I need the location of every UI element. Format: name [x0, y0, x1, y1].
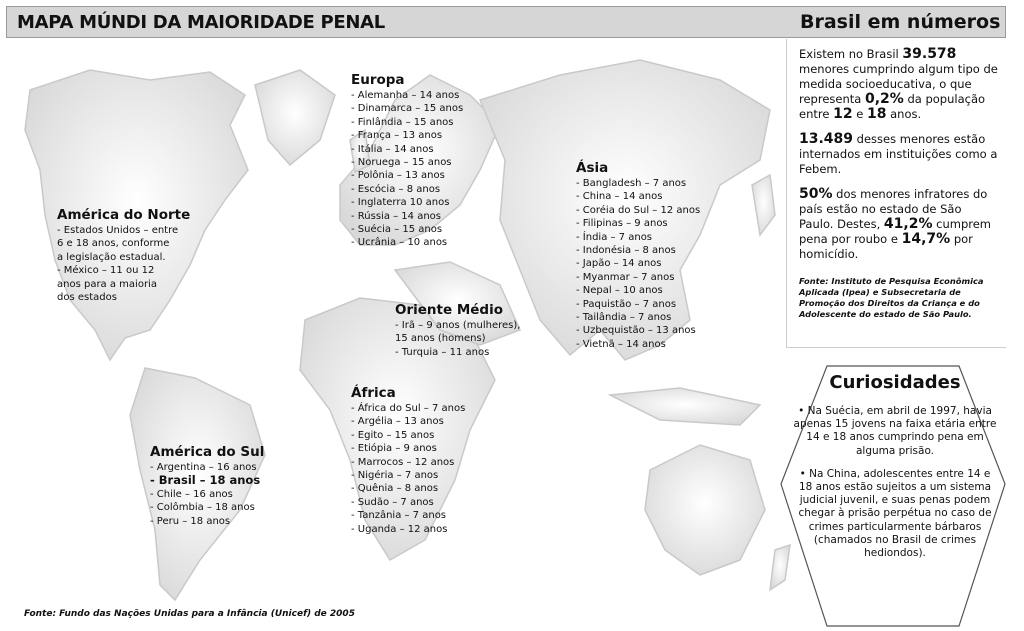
stats-paragraph-2: [799, 132, 998, 177]
list-item: - Marrocos – 12 anos: [351, 456, 455, 468]
list-item: - Vietnã – 14 anos: [576, 338, 666, 350]
stats-paragraph-3: [799, 187, 998, 262]
region-line: anos para a maioria: [57, 278, 157, 290]
curiosities-list: [789, 405, 1001, 570]
region-title: América do Sul: [150, 444, 265, 460]
list-item: - Argentina – 16 anos: [150, 462, 257, 473]
stats-number: 0,2%: [864, 91, 904, 107]
stats-paragraph-1: [799, 47, 998, 122]
region-south-america: [150, 444, 264, 528]
list-item: - Bangladesh – 7 anos: [576, 178, 687, 189]
footer-source: Fonte: Fundo das Nações Unidas para a Infância (Unicef) de 2005: [24, 609, 355, 619]
list-item: - Coréia do Sul – 12 anos: [576, 204, 701, 216]
region-north-america: [57, 207, 190, 304]
list-item: - Ucrânia – 10 anos: [351, 237, 448, 249]
region-title: Oriente Médio: [395, 302, 503, 318]
side-title: Brasil em números: [800, 11, 1001, 33]
curiosities-title: Curiosidades: [829, 372, 961, 393]
region-line: - Estados Unidos – entre: [57, 225, 179, 236]
australia-landmass: [645, 445, 765, 575]
list-item: - Egito – 15 anos: [351, 429, 435, 441]
list-item: - Suécia – 15 anos: [351, 224, 443, 236]
region-middle-east: [395, 302, 520, 359]
stats-text: dos menores infratores do país estão no estado de São Paulo. Destes,: [799, 187, 988, 231]
stats-number: 41,2%: [883, 216, 933, 232]
list-item: - Etiópia – 9 anos: [351, 443, 437, 455]
stats-text: anos.: [886, 107, 922, 121]
list-item: - Uganda – 12 anos: [351, 523, 448, 535]
stats-text: Existem no Brasil: [799, 47, 903, 61]
list-item: - África do Sul – 7 anos: [351, 403, 466, 414]
stats-panel: [786, 39, 1006, 348]
region-africa: [351, 385, 465, 536]
list-item: - Índia – 7 anos: [576, 231, 653, 243]
title-bar: [6, 6, 1006, 38]
list-item: - França – 13 anos: [351, 130, 443, 142]
region-asia: [576, 160, 700, 351]
region-europe: [351, 72, 463, 250]
region-title: África: [351, 385, 396, 401]
list-item: - Sudão – 7 anos: [351, 496, 434, 508]
greenland-landmass: [255, 70, 335, 165]
list-item: - Tailândia – 7 anos: [576, 312, 672, 324]
list-item: - China – 14 anos: [576, 191, 663, 203]
region-title: Ásia: [576, 160, 609, 176]
list-item: - Quênia – 8 anos: [351, 483, 439, 495]
stats-text: desses menores estão internados em instituições como a Febem.: [799, 132, 998, 176]
list-item: - Rússia – 14 anos: [351, 210, 442, 222]
list-item: - Chile – 16 anos: [150, 488, 233, 500]
japan-landmass: [752, 175, 775, 235]
list-item: - Uzbequistão – 13 anos: [576, 325, 696, 337]
list-item: - Escócia – 8 anos: [351, 183, 441, 195]
stats-number: 50%: [799, 186, 833, 202]
region-title: Europa: [351, 72, 405, 88]
region-line: dos estados: [57, 292, 117, 304]
region-line: 6 e 18 anos, conforme: [57, 238, 170, 250]
stats-number: 18: [866, 106, 887, 122]
list-item: - Tanzânia – 7 anos: [351, 510, 447, 522]
stats-number: 12: [833, 106, 853, 122]
list-item: - Itália – 14 anos: [351, 143, 434, 155]
list-item: - Indonésia – 8 anos: [576, 245, 676, 257]
list-item: - Dinamarca – 15 anos: [351, 103, 464, 115]
list-item: - Noruega – 15 anos: [351, 157, 452, 169]
indonesia-landmass: [610, 388, 760, 425]
stats-source: Fonte: Instituto de Pesquisa Econômica Aplicada (Ipea) e Subsecretaria de Promoção dos Direitos da Criança e do Adolescente do estado de São Paulo.: [799, 276, 984, 319]
curiosity-item: • Na China, adolescentes entre 14 e 18 anos estão sujeitos a um sistema judicial juvenil, e suas penas podem chegar à prisão perpétua no caso de crimes particularmente bárbaros (chamados no Brasil de crimes hediondos).: [798, 467, 992, 560]
list-item: - Nepal – 10 anos: [576, 285, 663, 297]
stats-number: 14,7%: [901, 231, 951, 247]
region-title: América do Norte: [57, 207, 191, 223]
stats-number: 13.489: [799, 131, 854, 147]
region-line: - Irã – 9 anos (mulheres),: [395, 320, 521, 331]
list-item: - Brasil – 18 anos: [150, 473, 261, 488]
region-line: 15 anos (homens): [395, 333, 486, 345]
list-item: - Argélia – 13 anos: [351, 416, 444, 428]
stats-number: 39.578: [902, 46, 957, 62]
stats-text: menores cumprindo algum tipo de medida socioeducativa, o que representa: [799, 62, 998, 106]
region-line: - México – 11 ou 12: [57, 265, 155, 277]
stats-text: por homicídio.: [799, 232, 973, 261]
list-item: - Inglaterra 10 anos: [351, 197, 450, 209]
stats-text: e: [852, 107, 867, 121]
list-item: - Polônia – 13 anos: [351, 170, 445, 182]
list-item: - Paquistão – 7 anos: [576, 298, 677, 310]
region-line: a legislação estadual.: [57, 251, 166, 263]
list-item: - Finlândia – 15 anos: [351, 116, 454, 128]
stats-text: cumprem pena por roubo e: [799, 217, 992, 246]
curiosity-item: • Na Suécia, em abril de 1997, havia apenas 15 jovens na faixa etária entre 14 e 18 anos cumprindo pena em alguma prisão.: [793, 405, 997, 457]
region-line: - Turquia – 11 anos: [395, 346, 490, 358]
list-item: - Alemanha – 14 anos: [351, 90, 460, 101]
list-item: - Filipinas – 9 anos: [576, 218, 668, 230]
stats-text: da população entre: [799, 92, 986, 121]
list-item: - Colômbia – 18 anos: [150, 502, 255, 514]
list-item: - Myanmar – 7 anos: [576, 271, 675, 283]
list-item: - Nigéria – 7 anos: [351, 470, 439, 482]
list-item: - Japão – 14 anos: [576, 258, 662, 270]
page-title: MAPA MÚNDI DA MAIORIDADE PENAL: [17, 12, 385, 33]
list-item: - Peru – 18 anos: [150, 515, 231, 527]
